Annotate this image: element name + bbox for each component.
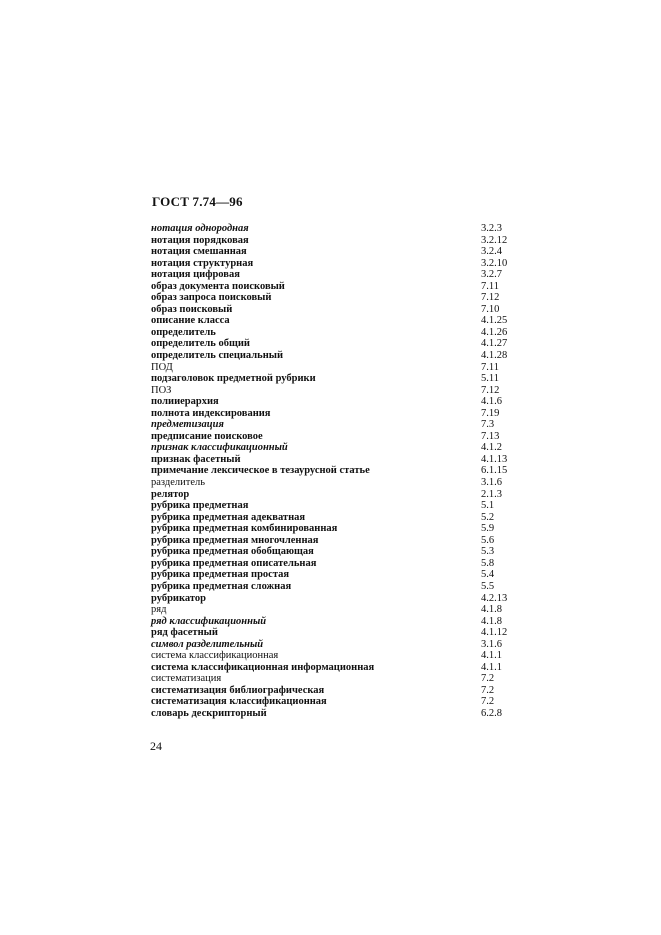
index-reference: 3.1.6: [481, 477, 502, 489]
index-term: предметизация: [151, 419, 224, 431]
index-reference: 4.2.13: [481, 592, 508, 604]
index-term: нотация структурная: [151, 257, 254, 269]
index-entry: [151, 673, 513, 685]
index-term: образ поисковый: [151, 303, 233, 315]
index-term: подзаголовок предметной рубрики: [151, 373, 316, 385]
index-reference: 3.2.3: [481, 223, 502, 234]
index-entry: [151, 696, 513, 708]
index-term: рубрика предметная обобщающая: [151, 546, 314, 558]
index-term: система классификационная: [151, 650, 279, 662]
index-term: систематизация классификационная: [151, 696, 327, 708]
index-entry: [151, 546, 513, 558]
index-entry: [151, 338, 513, 350]
index-reference: 5.2: [481, 511, 495, 523]
index-reference: 5.3: [481, 546, 495, 558]
index-reference: 4.1.27: [481, 338, 508, 350]
index-term: рубрика предметная: [151, 500, 249, 512]
index-term: полнота индексирования: [151, 407, 271, 419]
index-reference: 7.11: [481, 280, 499, 292]
index-entry: [151, 558, 513, 570]
index-entry: [151, 385, 513, 397]
index-term: рубрика предметная комбинированная: [151, 523, 338, 535]
index-entry: [151, 327, 513, 339]
index-reference: 7.19: [481, 407, 500, 419]
index-entry: [151, 627, 513, 639]
index-entry: [151, 685, 513, 697]
index-term: определитель: [151, 326, 216, 338]
index-reference: 5.9: [481, 523, 495, 535]
index-entry: [151, 523, 513, 535]
document-title: ГОСТ 7.74—96: [152, 194, 243, 209]
index-term: ряд классификационный: [151, 615, 267, 627]
index-reference: 4.1.6: [481, 396, 502, 408]
index-term: символ разделительный: [151, 638, 264, 650]
index-reference: 7.2: [481, 673, 495, 685]
index-entry: [151, 489, 513, 501]
index-reference: 4.1.26: [481, 326, 508, 338]
index-reference: 3.2.4: [481, 246, 502, 258]
index-entry: [151, 454, 513, 466]
index-entry: [151, 512, 513, 524]
index-entry: [151, 281, 513, 293]
index-reference: 4.1.2: [481, 442, 502, 454]
index-reference: 5.5: [481, 580, 495, 592]
index-entry: [151, 662, 513, 674]
index-term: предписание поисковое: [151, 430, 263, 442]
index-entry: [151, 442, 513, 454]
index-reference: 4.1.1: [481, 650, 502, 662]
index-term: нотация порядковая: [151, 234, 249, 246]
index-term: ПОЗ: [151, 384, 172, 396]
index-entry: [151, 246, 513, 258]
index-reference: 5.8: [481, 557, 495, 569]
index-entry: [151, 235, 513, 247]
index-reference: 3.2.12: [481, 234, 508, 246]
index-reference: 4.1.1: [481, 661, 502, 673]
index-term: образ документа поисковый: [151, 280, 285, 292]
index-term: рубрика предметная адекватная: [151, 511, 306, 523]
index-entry: [151, 408, 513, 420]
index-entry: [151, 419, 513, 431]
index-term: описание класса: [151, 315, 230, 327]
index-term: рубрика предметная сложная: [151, 580, 292, 592]
index-entry: [151, 315, 513, 327]
index-term: ряд: [151, 604, 167, 616]
index-reference: 7.12: [481, 292, 500, 304]
index-term: образ запроса поисковый: [151, 292, 272, 304]
index-reference: 7.2: [481, 684, 495, 696]
index-reference: 7.10: [481, 303, 500, 315]
index-reference: 3.1.6: [481, 638, 502, 650]
index-entry: [151, 223, 513, 235]
index-entry: [151, 258, 513, 270]
index-reference: 7.2: [481, 696, 495, 708]
index-reference: 4.1.8: [481, 604, 502, 616]
index-entry: [151, 350, 513, 362]
index-term: нотация смешанная: [151, 246, 247, 258]
index-entry: [151, 593, 513, 605]
index-reference: 3.2.10: [481, 257, 508, 269]
index-entry: [151, 396, 513, 408]
index-entry: [151, 465, 513, 477]
index-term: определитель специальный: [151, 350, 284, 362]
index-entry: [151, 569, 513, 581]
index-entry: [151, 535, 513, 547]
page-number: 24: [150, 739, 162, 753]
index-reference: 5.6: [481, 534, 495, 546]
index-entry: [151, 616, 513, 628]
index-entry: [151, 650, 513, 662]
index-entry: [151, 269, 513, 281]
index-reference: 5.4: [481, 569, 495, 581]
index-entry: [151, 477, 513, 489]
index-entry: [151, 708, 513, 720]
index-term: определитель общий: [151, 338, 250, 350]
index-reference: 4.1.13: [481, 453, 508, 465]
index-entry: [151, 373, 513, 385]
index-entry: [151, 604, 513, 616]
index-term: ряд фасетный: [151, 627, 218, 639]
index-reference: 4.1.12: [481, 627, 508, 639]
index-term: рубрика предметная простая: [151, 569, 290, 581]
index-entry: [151, 304, 513, 316]
index-term: ПОД: [151, 361, 173, 373]
index-term: полииерархия: [151, 396, 219, 408]
index-term: систематизация: [151, 673, 222, 685]
index-reference: 4.1.25: [481, 315, 508, 327]
index-term: систематизация библиографическая: [151, 684, 325, 696]
index-term: признак классификационный: [151, 442, 288, 454]
index-term: рубрикатор: [151, 592, 206, 604]
index-term: примечание лексическое в тезаурусной статье: [151, 465, 370, 477]
index-reference: 5.11: [481, 373, 499, 385]
index-entry: [151, 639, 513, 651]
index-term: релятор: [151, 488, 190, 500]
index-reference: 7.13: [481, 430, 500, 442]
index-entry: [151, 292, 513, 304]
index-reference: 7.11: [481, 361, 499, 373]
index-reference: 7.3: [481, 419, 495, 431]
index-reference: 4.1.28: [481, 350, 508, 362]
term-index-list: [151, 223, 513, 720]
index-reference: 6.1.15: [481, 465, 508, 477]
index-entry: [151, 581, 513, 593]
index-reference: 4.1.8: [481, 615, 502, 627]
index-term: нотация цифровая: [151, 269, 240, 281]
index-entry: [151, 500, 513, 512]
document-header: [152, 194, 243, 210]
index-term: рубрика предметная описательная: [151, 557, 317, 569]
index-reference: 2.1.3: [481, 488, 502, 500]
index-term: рубрика предметная многочленная: [151, 534, 319, 546]
index-term: словарь дескрипторный: [151, 707, 267, 719]
index-reference: 3.2.7: [481, 269, 502, 281]
index-reference: 5.1: [481, 500, 495, 512]
index-term: система классификационная информационная: [151, 661, 375, 673]
index-term: нотация однородная: [151, 223, 249, 234]
index-entry: [151, 362, 513, 374]
index-entry: [151, 431, 513, 443]
index-term: признак фасетный: [151, 453, 241, 465]
index-reference: 7.12: [481, 384, 500, 396]
index-term: разделитель: [151, 477, 206, 489]
index-reference: 6.2.8: [481, 707, 502, 719]
